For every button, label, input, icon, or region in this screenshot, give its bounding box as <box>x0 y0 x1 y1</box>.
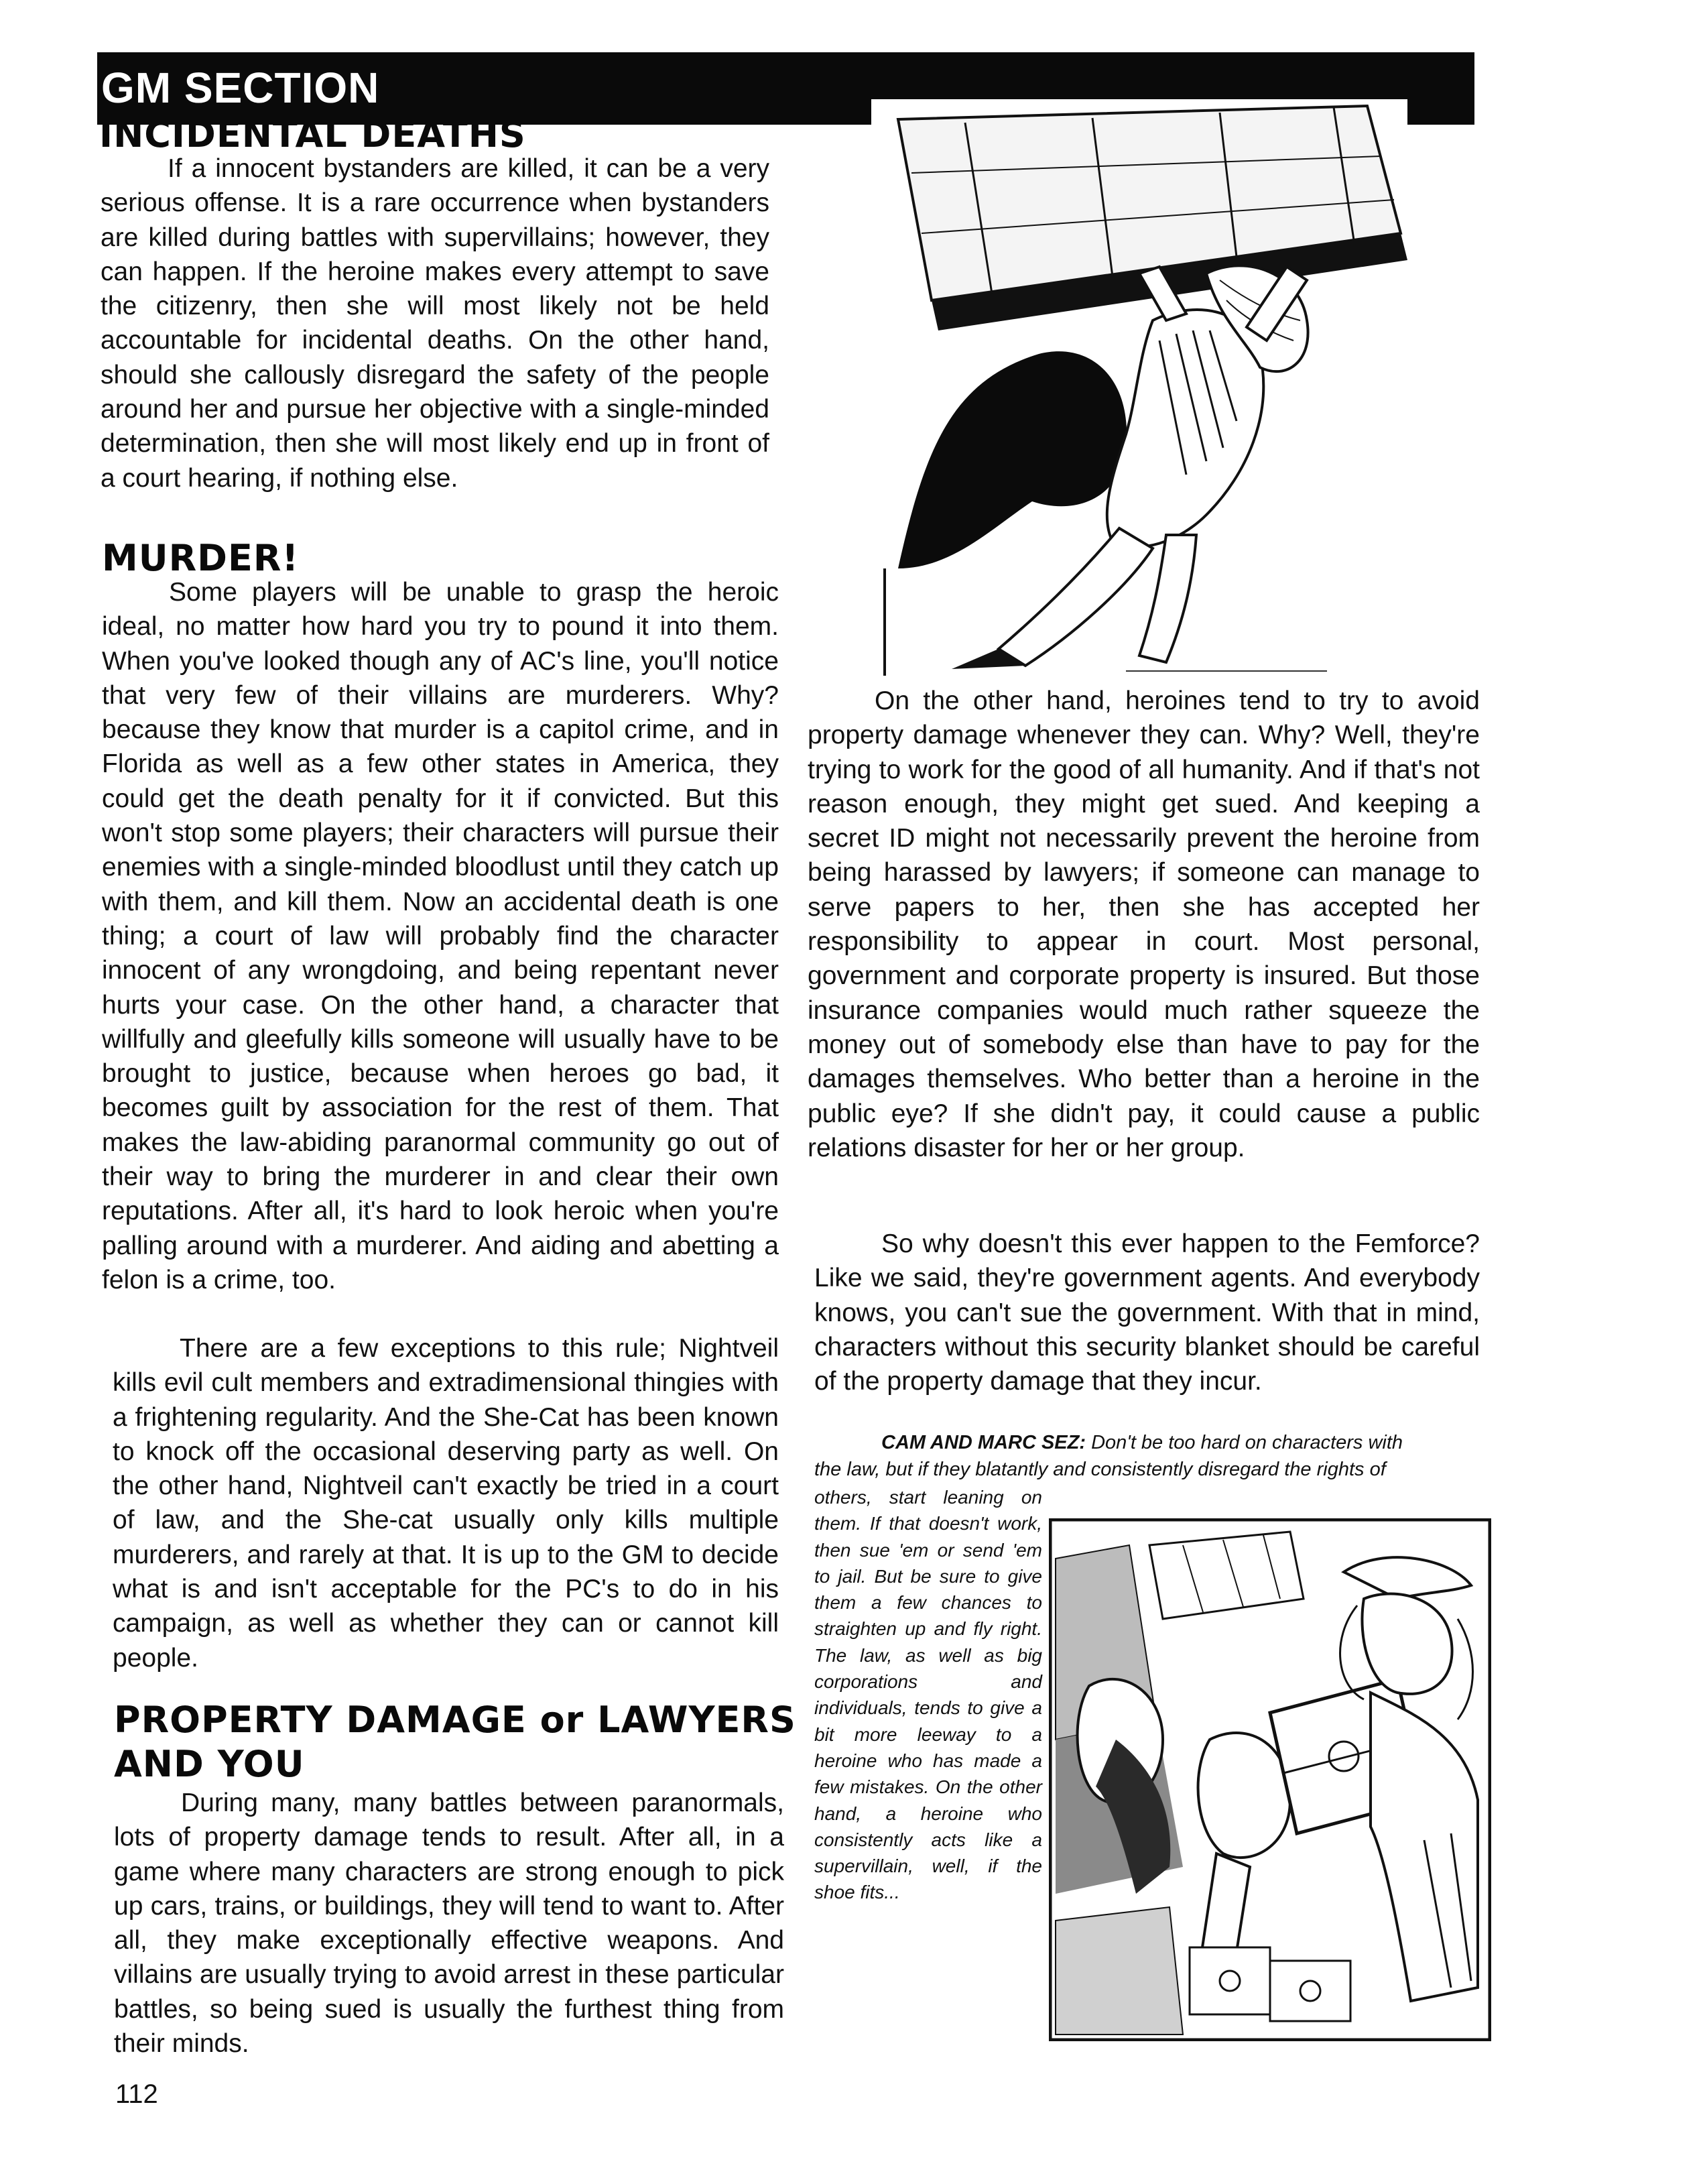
paragraph-property-3: So why doesn't this ever happen to the Femforce? Like we said, they're government agents. And everybody knows, you can't sue the government. With that in mind, characters without this security blanket should be careful of the property damage that they incur. <box>814 1229 1480 1396</box>
paragraph-incidental-deaths: If a innocent bystanders are killed, it can be a very serious offense. It is a rare occurrence when bystanders are killed during battles with supervillains; however, they can happen. If the heroine makes every attempt to save the citizenry, then she will most likely not be held accountable for incidental deaths. On the other hand, should she callously disregard the safety of the people around her and pursue her objective with a single-minded determination, then she will most likely end up in front of a court hearing, if nothing else. <box>101 154 769 493</box>
sidebar-body: others, start leaning on them. If that doesn't work, then sue 'em or send 'em to jail. But be sure to give them a few chances to straighten up and fly right. The law, as well as big corporations and individuals, tends to give a bit more leeway to a heroine who has made a few mistakes. On the other hand, a heroine who consistently acts like a supervillain, well, if the shoe fits... <box>814 1487 1042 1903</box>
sidebar-lead: CAM AND MARC SEZ: <box>881 1432 1086 1453</box>
sidebar-line-2: the law, but if they blatantly and consistently disregard the rights of <box>814 1459 1386 1480</box>
paragraph-property-2: On the other hand, heroines tend to try to avoid property damage whenever they can. Why? Well, they're trying to work for the good of all humanity. And if that's not reason enough, they might get sued. And keeping a secret ID might not necessarily prevent the heroine from being harassed by lawyers; if someone can manage to serve papers to her, then she has accepted her responsibility to appear in court. Most personal, government and corporate property is insured. But those insurance companies would much rather squeeze the money out of somebody else than have to pay for the damages themselves. Who better than a heroine in the public eye? If she didn't pay, it could cause a public relations disaster for her or her group. <box>808 686 1480 1162</box>
page-number: 112 <box>115 2079 158 2109</box>
illustration-heroine-carrying-crate <box>871 99 1407 676</box>
section-banner-label: GM SECTION <box>101 64 380 112</box>
paragraph-murder-1: Some players will be unable to grasp the heroic ideal, no matter how hard you try to pound it into them. When you've looked though any of AC's line, you'll notice that very few of their villains are murderers. Why? because they know that murder is a capitol crime, and in Florida as well as a few other states in America, they could get the death penalty for it if convicted. But this won't stop some players; their characters will pursue their enemies with a single-minded bloodlust until they catch up with them, and kill them. Now an accidental death is one thing; a court of law will probably find the character innocent of any wrongdoing, and being repentant never hurts your case. On the other hand, a character that willfully and gleefully kills someone will usually have to be brought to justice, because when heroes go bad, it becomes guilt by association for the rest of them. That makes the law-abiding paranormal community go out of their way to bring the murderer in and clear their own reputations. After all, it's hard to look heroic when you're palling around with a murderer. And aiding and abetting a felon is a crime, too. <box>102 578 779 1294</box>
heading-property-damage-line2: AND YOU <box>114 1743 305 1785</box>
paragraph-property-1: During many, many battles between paranormals, lots of property damage tends to result. After all, in a game where many characters are strong enough to pick up cars, trains, or buildings, they will tend to want to. After all, they make exceptionally effective weapons. And villains are usually trying to avoid arrest in these particular battles, so being sued is usually the furthest thing from their minds. <box>114 1788 784 2059</box>
heading-incidental-deaths: INCIDENTAL DEATHS <box>99 113 526 156</box>
divider-rule <box>1126 670 1327 672</box>
heading-murder: MURDER! <box>102 537 300 579</box>
heading-property-damage-line1: PROPERTY DAMAGE or LAWYERS <box>114 1699 796 1741</box>
illustration-cowgirl-with-crate <box>1049 1518 1491 2041</box>
paragraph-murder-2: There are a few exceptions to this rule; Nightveil kills evil cult members and extradimensional thingies with a frightening regularity. And the She-Cat has been known to knock off the occasional deserving party as well. On the other hand, Nightveil can't exactly be tried in a court of law, and the She-cat usually only kills multiple murderers, and rarely at that. It is up to the GM to decide what is and isn't acceptable for the PC's to do in his campaign, as well as whether they can or cannot kill people. <box>113 1334 779 1673</box>
sidebar-lead-line: CAM AND MARC SEZ: Don't be too hard on characters with <box>881 1432 1403 1453</box>
